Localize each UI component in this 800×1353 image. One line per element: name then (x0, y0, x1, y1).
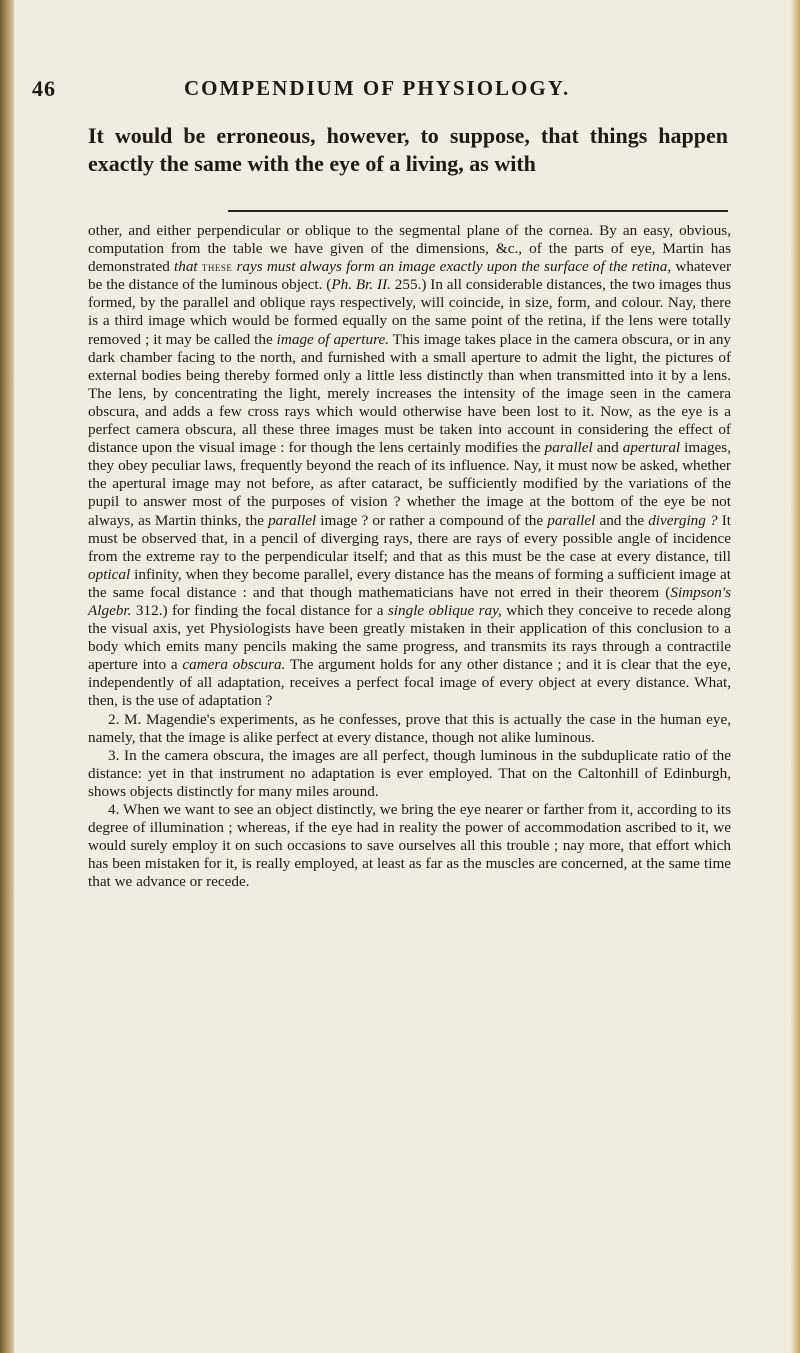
text-run: It must be observed that, in a pencil of diverging rays, there are rays of every possible angle of incidence from the extreme ray to the perpendicular itself; and that as this must be the case at every distance, till (88, 511, 731, 565)
page-number: 46 (32, 76, 56, 101)
text-run-italic: rays must always form an image exactly upon the surface of the retina, (232, 258, 672, 276)
text-run-smallcaps: these (201, 259, 233, 275)
numbered-paragraph-4: 4. When we want to see an object distinctly, we bring the eye nearer or farther from it, according to its degree of illumination ; whereas, if the eye had in reality the power of accommodation ascribed to it, we would surely employ it on such occasions to save ourselves all this trouble ; nay more, that effort which has been mistaken for it, is really employed, at least as far as the muscles are concerned, at the same time that we advance or recede. (88, 801, 731, 891)
text-run-italic: Ph. Br. II. (331, 276, 391, 294)
text-run: The argument holds for any other distance ; and it is clear that the eye, independently of all adaptation, receives a perfect focal image of every object at every distance. What, then, is the use of adaptation ? (88, 656, 731, 710)
body-text (88, 222, 731, 891)
paragraph-1 (88, 222, 731, 711)
text-run-italic: optical (88, 565, 131, 583)
text-run-italic: camera obscura. (182, 656, 286, 674)
text-run-italic: parallel (268, 511, 317, 529)
numbered-paragraph-3: 3. In the camera obscura, the images are all perfect, though luminous in the subduplicate ratio of the distance: yet in that instrument no adaptation is ever employed. That on the Caltonhill of Edinburgh, shows objects distinctly for many miles around. (88, 746, 731, 800)
page-binding-edge (0, 0, 14, 1353)
text-run-italic: single oblique ray, (387, 601, 502, 619)
text-run: whatever be the distance of the luminous object. ( (88, 258, 732, 294)
text-run: 255.) In all considerable distances, the two images thus formed, by the parallel and oblique rays respectively, will coincide, in size, form, and colour. Nay, there is a third image which would be formed equally on the same point of the retina, if the lens were totally removed ; it may be called the (88, 276, 731, 348)
text-run-italic: apertural (622, 439, 681, 457)
text-run: image ? or rather a compound of the (316, 511, 548, 529)
text-run: other, and either perpendicular or oblique to the segmental plane of the cornea. By an easy, obvious, computation from the table we have given of the dimensions, &c., of the parts of eye, Martin has demonstrated (88, 222, 731, 276)
text-run: 312.) for finding the focal distance for a (131, 601, 388, 619)
text-run-italic: diverging ? (648, 511, 718, 529)
running-head: COMPENDIUM OF PHYSIOLOGY. (184, 76, 571, 100)
page-outer-edge (790, 0, 800, 1353)
section-rule (228, 210, 728, 212)
intro-sentence: It would be erroneous, however, to suppose, that things happen exactly the same with the eye of a living, as with (88, 123, 728, 176)
page-header (32, 76, 732, 106)
text-run-italic: Simpson's Algebr. (88, 583, 731, 619)
text-run-italic: image of aperture. (276, 330, 389, 348)
numbered-paragraph-2: 2. M. Magendie's experiments, as he confesses, prove that this is actually the case in the human eye, namely, that the image is alike perfect at every distance, though not alike luminous. (88, 710, 731, 746)
text-run-italic: parallel (547, 511, 596, 529)
text-run: infinity, when they become parallel, every distance has the means of forming a sufficient image at the same focal distance : and that though mathematicians have not erred in their theorem ( (88, 565, 731, 601)
text-run-italic: that (174, 258, 198, 276)
text-run: and the (595, 511, 649, 529)
text-run: which they conceive to recede along the visual axis, yet Physiologists have been greatly mistaken in their application of this conclusion to a body which emits many pencils making the same progress, and transmits its rays through a contractile aperture into a (88, 601, 731, 674)
text-run: and (592, 439, 623, 457)
text-run: images, they obey peculiar laws, frequently beyond the reach of its influence. Nay, it must now be asked, whether the apertural image may not before, as after cataract, be sufficiently modified by the variations of the pupil to answer most of the purposes of vision ? whether the image at the bottom of the eye be not always, as Martin thinks, the (88, 439, 732, 529)
text-run: This image takes place in the camera obscura, or in any dark chamber facing to the north, and furnished with a small aperture to admit the light, the pictures of external bodies being thereby formed only a little less distinctly than when transmitted into it by a lens. The lens, by concentrating the light, merely increases the intensity of the image seen in the camera obscura, and adds a few cross rays which would otherwise have been lost to it. Now, as the eye is a perfect camera obscura, all these three images must be taken into account in considering the effect of distance upon the visual image : for though the lens certainly modifies the (88, 330, 732, 457)
text-run-italic: parallel (544, 439, 593, 457)
